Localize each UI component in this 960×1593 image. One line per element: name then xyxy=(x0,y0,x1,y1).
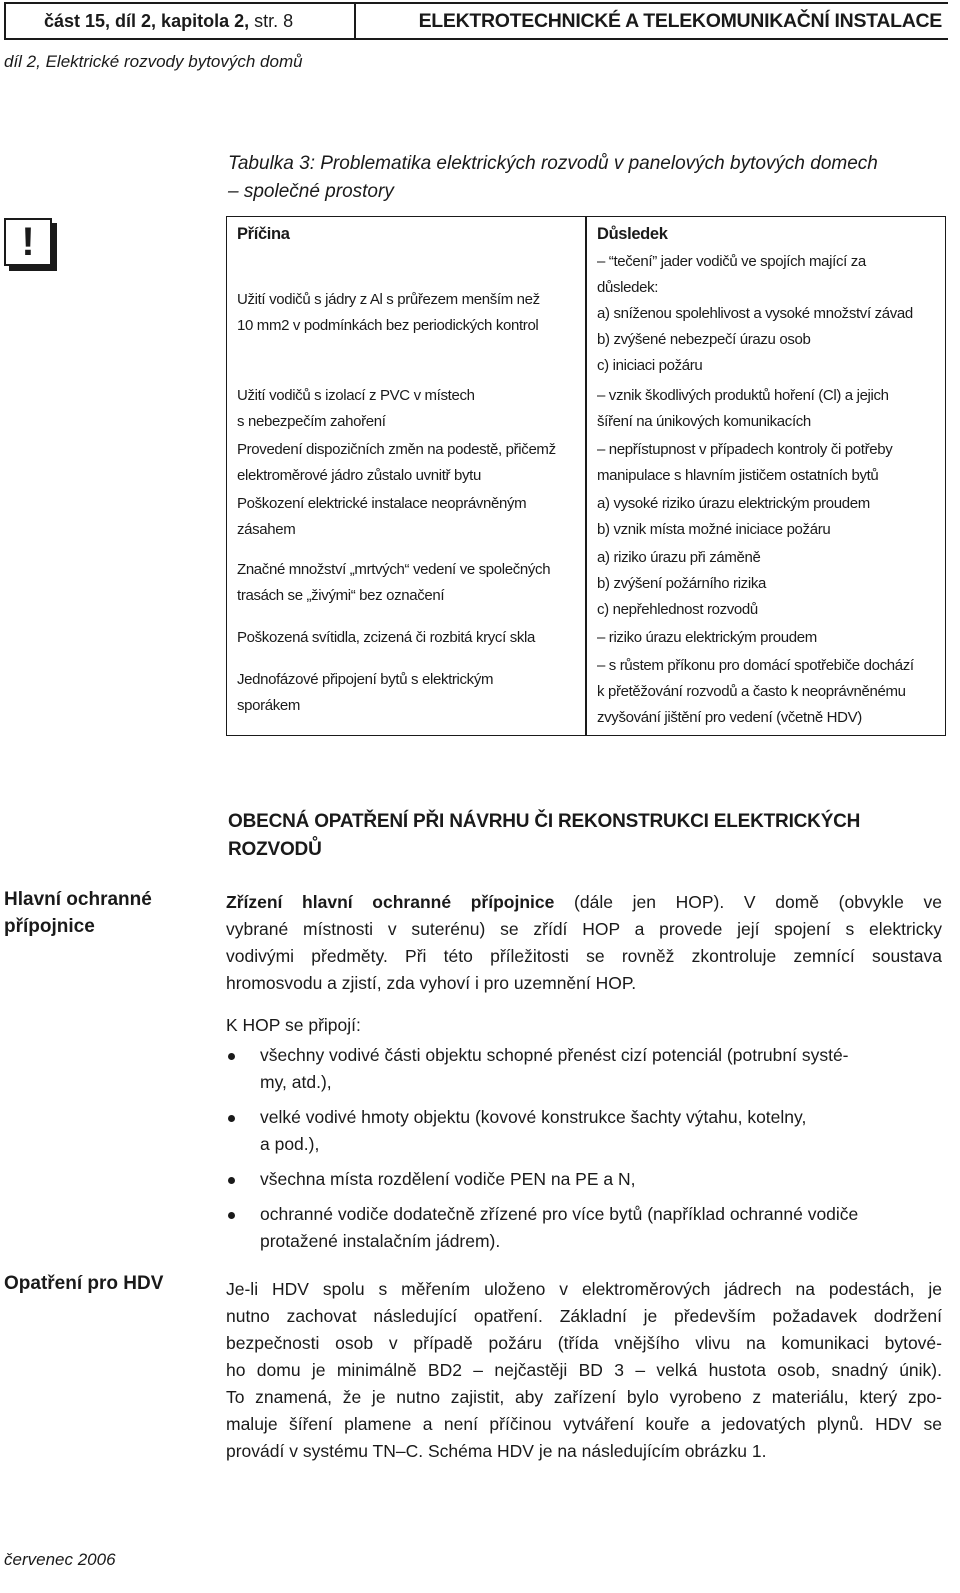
cell-line: zásahem xyxy=(237,521,296,538)
hop-paragraph xyxy=(226,889,942,997)
hop-intro: K HOP se připojí: xyxy=(226,1015,361,1035)
table-row-5-effect xyxy=(597,545,943,623)
paragraph-line: maluje šíření plamene a není příčinou vytváření kouře a jedovatých plynů. HDV se xyxy=(226,1414,942,1434)
table-row-3-cause xyxy=(237,437,577,489)
column-divider xyxy=(585,217,587,735)
paragraph-line: vybrané místnosti v suterénu) se zřídí HOP a provede její spojení s elektricky xyxy=(226,919,942,939)
line-text: (dále jen HOP). V domě (obvykle ve xyxy=(554,892,942,912)
table-row-7-effect xyxy=(597,653,943,731)
heading-line: OBECNÁ OPATŘENÍ PŘI NÁVRHU ČI REKONSTRUKCI ELEKTRICKÝCH xyxy=(228,811,861,832)
item-line: protažené instalačním jádrem). xyxy=(260,1231,501,1251)
cell-line: b) zvýšení požárního rizika xyxy=(597,575,766,592)
side-label-hdv: Opatření pro HDV xyxy=(4,1273,164,1294)
paragraph-line: provádí v systému TN–C. Schéma HDV je na následujícím obrázku 1. xyxy=(226,1441,767,1461)
cell-line: a) sníženou spolehlivost a vysoké množství závad xyxy=(597,305,913,322)
item-line: velké vodivé hmoty objektu (kovové konstrukce šachty výtahu, kotelny, xyxy=(260,1107,807,1127)
item-line: ochranné vodiče dodatečně zřízené pro více bytů (například ochranné vodiče xyxy=(260,1204,859,1224)
table-row-5-cause xyxy=(237,557,577,609)
paragraph-line xyxy=(226,889,942,916)
cell-line: 10 mm2 v podmínkách bez periodických kontrol xyxy=(237,317,539,334)
cell-line: a) vysoké riziko úrazu elektrickým proudem xyxy=(597,495,870,512)
table-row-7-cause xyxy=(237,667,577,719)
paragraph-line: hromosvodu a zjistí, zda vyhoví i pro uzemnění HOP. xyxy=(226,973,637,993)
label-line: Hlavní ochranné xyxy=(4,889,152,910)
heading-line: ROZVODŮ xyxy=(228,839,322,860)
paragraph-line: ho domu je minimálně BD2 – nejčastěji BD 3 – velká hustota osob, snadný únik). xyxy=(226,1360,942,1380)
paragraph-line: vodivými předměty. Při této příležitosti se rovněž zkontroluje zemnící soustava xyxy=(226,946,942,966)
table-row-3-effect xyxy=(597,437,943,489)
table-caption xyxy=(228,150,948,206)
cell-line: s nebezpečím zahoření xyxy=(237,413,386,430)
bullet-icon xyxy=(228,1177,235,1184)
list-item xyxy=(226,1166,942,1193)
cell-line: šíření na únikových komunikacích xyxy=(597,413,811,430)
item-line: všechna místa rozdělení vodiče PEN na PE a N, xyxy=(260,1169,636,1189)
paragraph-line: nutno zachovat následující opatření. Základní je především požadavek dodržení xyxy=(226,1306,942,1326)
cell-line: Užití vodičů s jádry z Al s průřezem menším než xyxy=(237,291,540,308)
table-row-2-cause xyxy=(237,383,577,435)
cell-line: Poškozená svítidla, zcizená či rozbitá krycí skla xyxy=(237,629,535,646)
bullet-icon xyxy=(228,1053,235,1060)
table-row-4-effect xyxy=(597,491,943,543)
item-line: my, atd.), xyxy=(260,1072,332,1092)
caption-line: Tabulka 3: Problematika elektrických rozvodů v panelových bytových domech xyxy=(228,153,878,174)
cell-line: – s růstem příkonu pro domácí spotřebiče dochází xyxy=(597,657,914,674)
part-subtitle: díl 2, Elektrické rozvody bytových domů xyxy=(4,52,303,71)
header-effect: Důsledek xyxy=(597,225,668,243)
item-line: a pod.), xyxy=(260,1134,320,1154)
cell-line: b) vznik místa možné iniciace požáru xyxy=(597,521,831,538)
table-row-6-effect xyxy=(597,625,943,651)
side-label-hop xyxy=(4,886,204,940)
list-item xyxy=(226,1104,942,1158)
header-section-title xyxy=(44,11,293,32)
paragraph-line: To znamená, že je nutno zajistit, aby zařízení bylo vyrobeno z materiálu, který zpo- xyxy=(226,1387,942,1407)
cell-line: elektroměrové jádro zůstalo uvnitř bytu xyxy=(237,467,481,484)
cell-line: c) iniciaci požáru xyxy=(597,357,703,374)
cell-line: zvyšování jištění pro vedení (včetně HDV) xyxy=(597,709,862,726)
cell-line: – riziko úrazu elektrickým proudem xyxy=(597,629,817,646)
header-cause: Příčina xyxy=(237,225,290,243)
hdv-paragraph xyxy=(226,1276,942,1465)
page-number: str. 8 xyxy=(254,11,294,31)
cell-line: k přetěžování rozvodů a často k neoprávněnému xyxy=(597,683,906,700)
table-row-1-cause xyxy=(237,287,577,339)
header-left-box xyxy=(4,2,356,40)
table-row-1-effect xyxy=(597,249,943,379)
publication-title: ELEKTROTECHNICKÉ A TELEKOMUNIKAČNÍ INSTALACE xyxy=(418,10,942,32)
list-item xyxy=(226,1201,942,1255)
cell-line: c) nepřehlednost rozvodů xyxy=(597,601,758,618)
cell-line: b) zvýšené nebezpečí úrazu osob xyxy=(597,331,811,348)
cell-line: – vznik škodlivých produktů hoření (Cl) a jejich xyxy=(597,387,889,404)
cell-line: sporákem xyxy=(237,697,301,714)
table-row-2-effect xyxy=(597,383,943,435)
paragraph-line: bezpečnosti osob v případě požáru (třída vnějšího vlivu na komunikaci bytové- xyxy=(226,1333,942,1353)
label-line: přípojnice xyxy=(4,916,95,937)
list-item xyxy=(226,1042,942,1096)
cell-line: a) riziko úrazu při záměně xyxy=(597,549,761,566)
cell-line: důsledek: xyxy=(597,279,659,296)
header-right-box xyxy=(356,2,948,40)
bullet-icon xyxy=(228,1212,235,1219)
footer-date: červenec 2006 xyxy=(4,1550,116,1569)
paragraph-line: Je-li HDV spolu s měřením uloženo v elektroměrových jádrech na podestách, je xyxy=(226,1279,942,1299)
hop-bullet-list xyxy=(226,1042,942,1263)
cell-line: Provedení dispozičních změn na podestě, přičemž xyxy=(237,441,556,458)
cell-line: Značné množství „mrtvých“ vedení ve společných xyxy=(237,561,551,578)
cell-line: trasách se „živými“ bez označení xyxy=(237,587,445,604)
cell-line: Užití vodičů s izolací z PVC v místech xyxy=(237,387,475,404)
section-heading xyxy=(228,808,928,864)
cell-line: – nepřístupnost v případech kontroly či potřeby xyxy=(597,441,893,458)
problems-table xyxy=(226,216,946,736)
exclamation-icon xyxy=(4,218,58,272)
cell-line: manipulace s hlavním jističem ostatních bytů xyxy=(597,467,879,484)
exclamation-glyph: ! xyxy=(4,218,52,266)
table-row-6-cause xyxy=(237,625,577,651)
cell-line: – “tečení” jader vodičů ve spojích mající za xyxy=(597,253,866,270)
cell-line: Poškození elektrické instalace neoprávněným xyxy=(237,495,527,512)
bold-term: Zřízení hlavní ochranné přípojnice xyxy=(226,892,555,912)
cell-line: Jednofázové připojení bytů s elektrickým xyxy=(237,671,494,688)
bullet-icon xyxy=(228,1115,235,1122)
item-line: všechny vodivé části objektu schopné přenést cizí potenciál (potrubní systé- xyxy=(260,1045,849,1065)
caption-line: – společné prostory xyxy=(228,181,394,202)
table-row-4-cause xyxy=(237,491,577,543)
header-chapter: část 15, díl 2, kapitola 2, xyxy=(44,11,250,31)
